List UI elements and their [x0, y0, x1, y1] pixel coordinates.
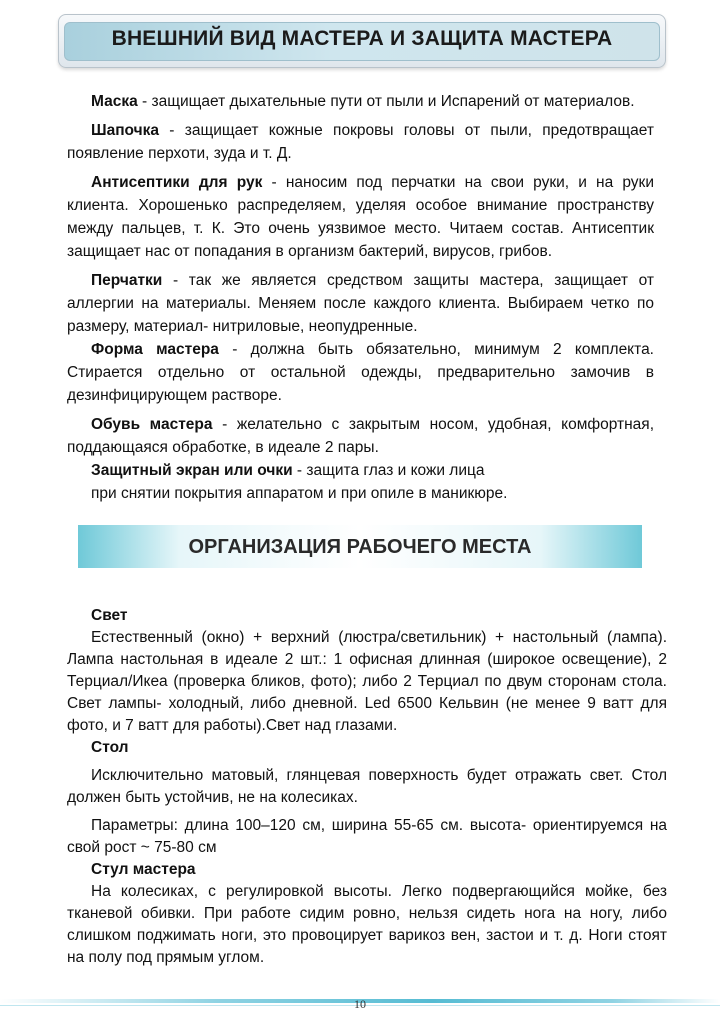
paragraph-shoes	[67, 413, 654, 459]
term-uniform: Форма мастера	[91, 341, 219, 358]
term-cap: Шапочка	[91, 122, 160, 139]
term-gloves: Перчатки	[91, 272, 163, 289]
paragraph-gloves	[67, 269, 654, 338]
paragraph-screen	[67, 459, 654, 482]
section-header-appearance	[58, 14, 666, 68]
section-header-workplace	[78, 525, 642, 568]
paragraph-antiseptic	[67, 171, 654, 263]
section-title-workplace: ОРГАНИЗАЦИЯ РАБОЧЕГО МЕСТА	[188, 536, 532, 558]
paragraph-screen-line2: при снятии покрытия аппаратом и при опиле в маникюре.	[91, 485, 508, 502]
term-screen: Защитный экран или очки	[91, 462, 293, 479]
paragraph-light: Естественный (окно) + верхний (люстра/светильник) + настольный (лампа). Лампа настольная в идеале 2 шт.: 1 офисная длинная (широкое освещение), 2 Терциал/Икеа (проверка бликов, фото); либо 2 Терциал по двум сторонам стола. Свет лампы- холодный, либо дневной. Led 6500 Кельвин (не менее 9 ватт для фото, и 7 ватт для работы).Свет над глазами.	[67, 629, 667, 734]
text-shoes: - желательно с закрытым носом, удобная, комфортная, поддающаяся обработке, в идеале 2 пары.	[67, 416, 655, 456]
term-shoes: Обувь мастера	[91, 416, 213, 433]
page-number: 10	[354, 997, 366, 1011]
text-antiseptic: - наносим под перчатки на свои руки, и на руки клиента. Хорошенько распределяем, уделяя особое внимание пространству между пальцев, т. К. Это очень уязвимое место. Читаем состав. Антисептик защищает нас от попадания в организм бактерий, вирусов, грибов.	[67, 174, 654, 260]
term-mask: Маска	[91, 93, 138, 110]
section-title-appearance: ВНЕШНИЙ ВИД МАСТЕРА И ЗАЩИТА МАСТЕРА	[111, 27, 613, 50]
subheading-chair: Стул мастера	[91, 861, 196, 878]
paragraph-chair: На колесиках, с регулировкой высоты. Легко подвергающийся мойке, без тканевой обивки. При работе сидим ровно, нельзя сидеть нога на ногу, либо слишком поджимать ноги, это провоцирует варикоз вен, застои и т. д. Ноги стоят на полу под прямым углом.	[67, 883, 667, 966]
paragraph-uniform	[67, 338, 654, 407]
text-screen: - защита глаз и кожи лица	[292, 462, 485, 479]
subheading-table: Стол	[91, 739, 129, 756]
text-cap: - защищает кожные покровы головы от пыли, предотвращает появление перхоти, зуда и т. Д.	[67, 122, 654, 162]
paragraph-cap	[67, 119, 654, 165]
subheading-light: Свет	[91, 607, 128, 624]
term-antiseptic: Антисептики для рук	[91, 174, 263, 191]
paragraph-mask	[67, 90, 654, 113]
paragraph-table-1: Исключительно матовый, глянцевая поверхность будет отражать свет. Стол должен быть устойчив, не на колесиках.	[67, 767, 667, 806]
text-gloves: - так же является средством защиты мастера, защищает от аллергии на материалы. Меняем после каждого клиента. Выбираем четко по размеру, материал- нитриловые, неопудренные.	[67, 272, 654, 335]
protection-section	[67, 90, 654, 505]
text-mask: - защищает дыхательные пути от пыли и Испарений от материалов.	[137, 93, 635, 110]
workplace-section	[67, 605, 667, 969]
text-uniform: - должна быть обязательно, минимум 2 комплекта. Стирается отдельно от остальной одежды, предварительно замочив в дезинфицирующем растворе.	[67, 341, 654, 404]
paragraph-table-2: Параметры: длина 100–120 см, ширина 55-65 см. высота- ориентируемся на свой рост ~ 75-80 см	[67, 817, 667, 856]
